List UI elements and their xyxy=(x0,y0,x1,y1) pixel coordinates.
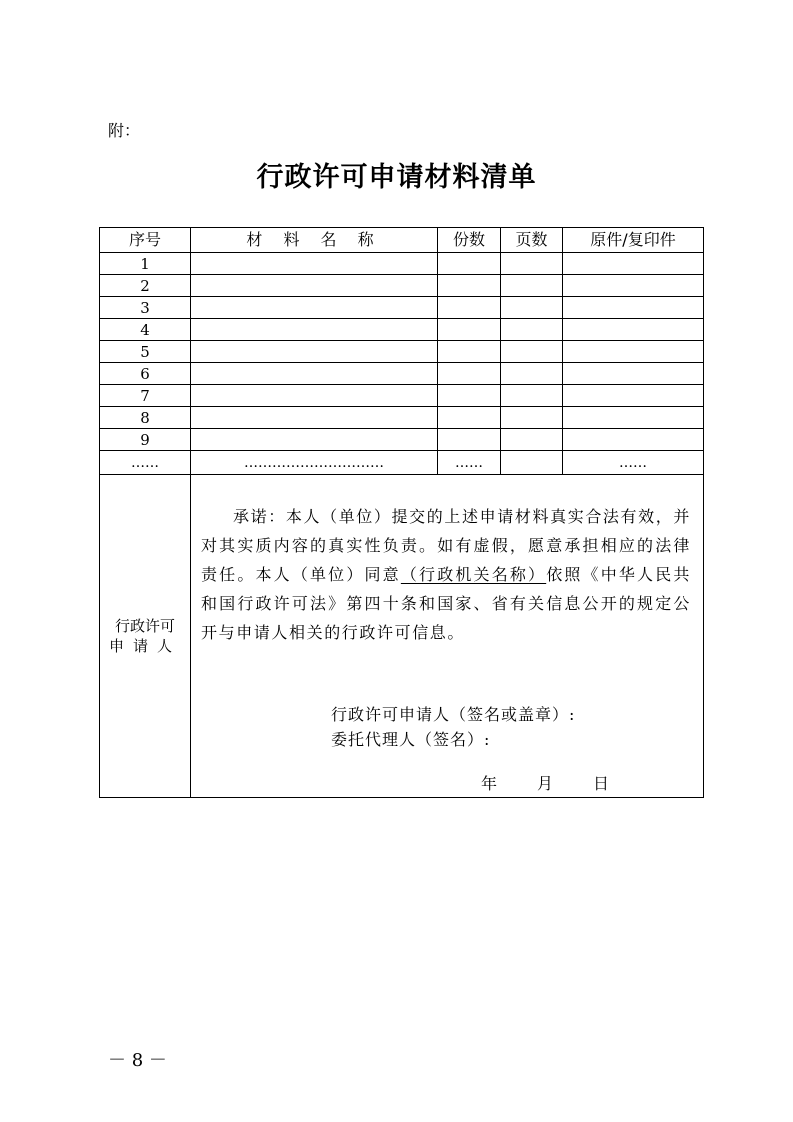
applicant-label xyxy=(100,475,191,798)
applicant-row xyxy=(100,475,704,798)
copies-cell[interactable] xyxy=(438,407,501,429)
date-day: 日 xyxy=(593,774,610,793)
pages-cell[interactable] xyxy=(501,363,563,385)
pledge-part1: 承诺：本人（单位）提交的上述申请材料真实合法有效，并对其实质内容的真实性负责。如有虚假，愿意承担相应的法律责任。本人（单位）同意 xyxy=(201,507,691,584)
table-header-row xyxy=(100,228,704,253)
header-original-copy: 原件/复印件 xyxy=(563,228,704,253)
row-number: 8 xyxy=(100,407,191,429)
copies-cell[interactable] xyxy=(438,253,501,275)
document-title: 行政许可申请材料清单 xyxy=(256,162,537,193)
header-serial: 序号 xyxy=(100,228,191,253)
material-name-cell[interactable] xyxy=(191,275,438,297)
row-number: 5 xyxy=(100,341,191,363)
original-copy-cell[interactable] xyxy=(563,429,704,451)
material-name-cell[interactable] xyxy=(191,385,438,407)
date-line[interactable] xyxy=(481,774,609,794)
row-number: 1 xyxy=(100,253,191,275)
applicant-signature-line[interactable]: 行政许可申请人（签名或盖章）: xyxy=(331,705,576,724)
pages-cell[interactable] xyxy=(501,297,563,319)
material-name-cell[interactable] xyxy=(191,297,438,319)
pledge-cell xyxy=(191,475,704,798)
date-month: 月 xyxy=(537,774,554,793)
table-row xyxy=(100,429,704,451)
copies-cell[interactable] xyxy=(438,429,501,451)
pages-cell[interactable] xyxy=(501,341,563,363)
table-row xyxy=(100,319,704,341)
material-name-cell[interactable] xyxy=(191,319,438,341)
ellipsis-material-name: ………………………… xyxy=(191,451,438,475)
copies-cell[interactable] xyxy=(438,341,501,363)
table-row xyxy=(100,275,704,297)
pages-cell[interactable] xyxy=(501,275,563,297)
pages-cell[interactable] xyxy=(501,429,563,451)
original-copy-cell[interactable] xyxy=(563,297,704,319)
pledge-text xyxy=(201,502,691,647)
material-name-cell[interactable] xyxy=(191,341,438,363)
header-copies: 份数 xyxy=(438,228,501,253)
agent-signature-line[interactable]: 委托代理人（签名）: xyxy=(331,730,491,749)
ellipsis-serial: …… xyxy=(100,451,191,475)
original-copy-cell[interactable] xyxy=(563,341,704,363)
agency-name-placeholder[interactable]: （行政机关名称） xyxy=(400,565,547,584)
table-row xyxy=(100,253,704,275)
pages-cell[interactable] xyxy=(501,385,563,407)
row-number: 4 xyxy=(100,319,191,341)
page-number: － 8 － xyxy=(108,1050,167,1071)
header-pages: 页数 xyxy=(501,228,563,253)
materials-table xyxy=(99,227,704,798)
copies-cell[interactable] xyxy=(438,319,501,341)
ellipsis-original-copy: …… xyxy=(563,451,704,475)
row-number: 6 xyxy=(100,363,191,385)
material-name-cell[interactable] xyxy=(191,429,438,451)
pages-cell[interactable] xyxy=(501,253,563,275)
row-number: 9 xyxy=(100,429,191,451)
original-copy-cell[interactable] xyxy=(563,319,704,341)
table-row xyxy=(100,297,704,319)
copies-cell[interactable] xyxy=(438,275,501,297)
ellipsis-row xyxy=(100,451,704,475)
material-name-cell[interactable] xyxy=(191,253,438,275)
original-copy-cell[interactable] xyxy=(563,253,704,275)
row-number: 3 xyxy=(100,297,191,319)
table-row xyxy=(100,341,704,363)
applicant-label-line1: 行政许可 xyxy=(114,617,175,635)
header-material-name: 材 料 名 称 xyxy=(191,228,438,253)
ellipsis-copies: …… xyxy=(438,451,501,475)
pages-cell[interactable] xyxy=(501,407,563,429)
original-copy-cell[interactable] xyxy=(563,407,704,429)
pages-cell[interactable] xyxy=(501,319,563,341)
copies-cell[interactable] xyxy=(438,363,501,385)
original-copy-cell[interactable] xyxy=(563,363,704,385)
copies-cell[interactable] xyxy=(438,385,501,407)
original-copy-cell[interactable] xyxy=(563,385,704,407)
ellipsis-pages xyxy=(501,451,563,475)
copies-cell[interactable] xyxy=(438,297,501,319)
date-year: 年 xyxy=(481,774,498,793)
applicant-label-line2: 申请人 xyxy=(108,637,181,655)
table-row xyxy=(100,407,704,429)
attachment-label: 附： xyxy=(108,121,141,140)
original-copy-cell[interactable] xyxy=(563,275,704,297)
table-row xyxy=(100,385,704,407)
pledge-part2: 依照《中华人民共和国行政许可法》第四十条和国家、省有关信息公开的规定公开与申请人相关的行政许可信息。 xyxy=(201,565,691,642)
row-number: 2 xyxy=(100,275,191,297)
material-name-cell[interactable] xyxy=(191,363,438,385)
row-number: 7 xyxy=(100,385,191,407)
table-row xyxy=(100,363,704,385)
material-name-cell[interactable] xyxy=(191,407,438,429)
